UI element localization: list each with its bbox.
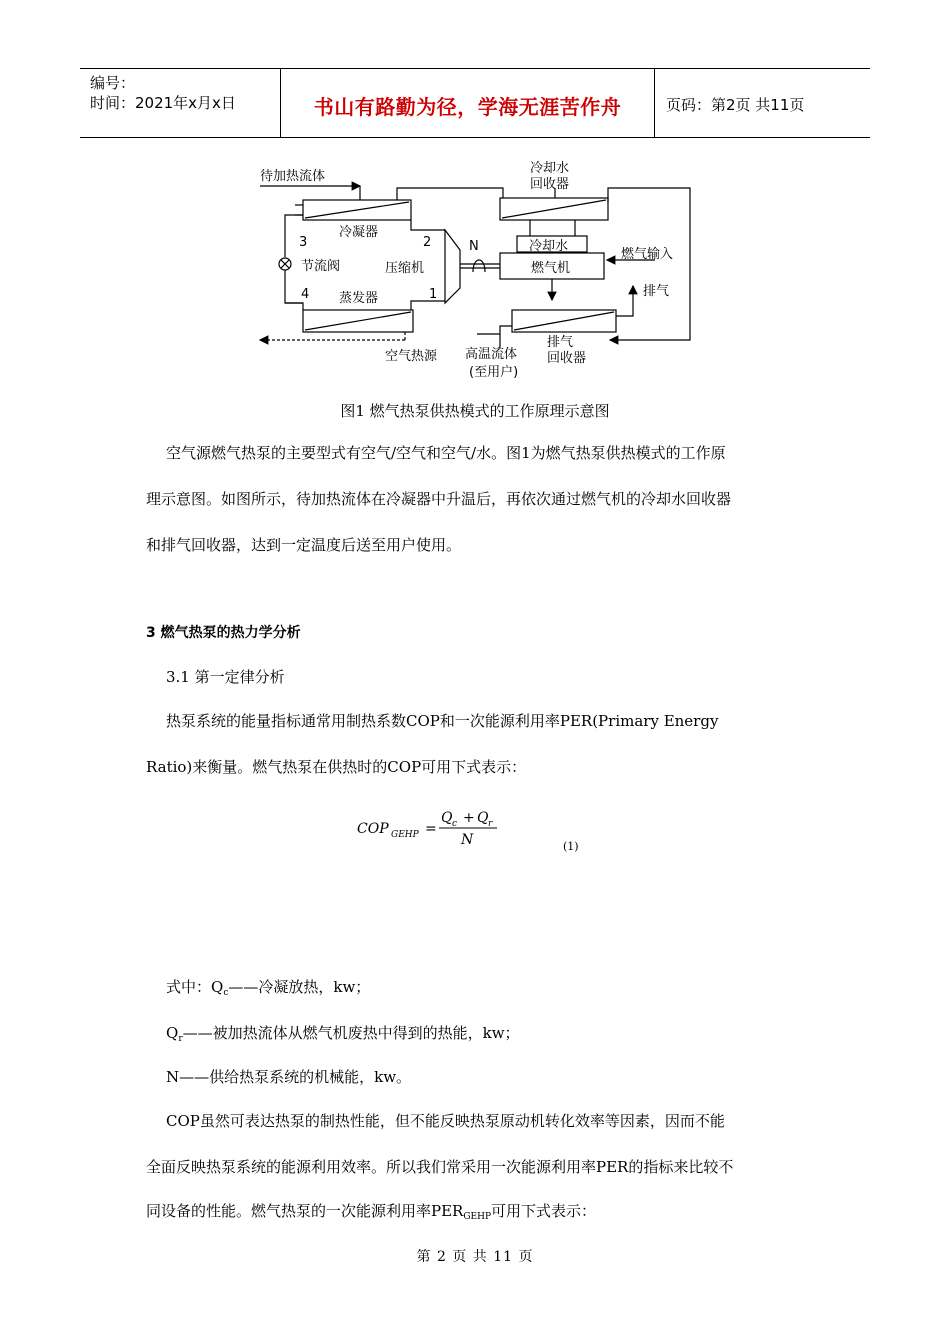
condenser-to-recovery-line bbox=[397, 188, 503, 200]
def-n: N——供给热泵系统的机械能，kw。 bbox=[166, 1068, 412, 1086]
exhaust-recovery-box bbox=[512, 310, 616, 332]
subsection-heading: 3.1 第一定律分析 bbox=[166, 668, 285, 686]
label-cooling-water: 冷却水 bbox=[529, 239, 569, 254]
label-evaporator: 蒸发器 bbox=[339, 291, 379, 306]
loop-line bbox=[608, 188, 690, 340]
formula-num-b: Q bbox=[477, 810, 489, 826]
figure-caption: 图1 燃气热泵供热模式的工作原理示意图 bbox=[340, 402, 610, 420]
label-exhaust: 排气 bbox=[643, 284, 670, 299]
label-condenser: 冷凝器 bbox=[339, 225, 379, 240]
para1-line1: 空气源燃气热泵的主要型式有空气/空气和空气/水。图1为燃气热泵供热模式的工作原 bbox=[166, 444, 726, 462]
def-qr: $Q_r——$被加热流体从燃气机废热中得到的热能，kw； bbox=[166, 1024, 520, 1044]
evaporator-box bbox=[303, 310, 413, 332]
exhaust-line bbox=[616, 308, 633, 316]
page-header bbox=[80, 68, 870, 138]
header-meta bbox=[90, 73, 236, 113]
formula-denominator: N bbox=[461, 832, 474, 848]
evap-in bbox=[285, 303, 303, 310]
para3-line2: 全面反映热泵系统的能源利用效率。所以我们常采用一次能源利用率PER的指标来比较不 bbox=[146, 1158, 734, 1176]
hot-fluid-line bbox=[500, 326, 512, 348]
formula-num-a-sub: c bbox=[452, 819, 458, 829]
formula-lhs-sub: GEHP bbox=[391, 830, 419, 840]
compressor-to-condenser bbox=[411, 220, 445, 230]
section-heading: 3 燃气热泵的热力学分析 bbox=[146, 625, 301, 641]
cooling-water-recovery-box bbox=[500, 198, 608, 220]
para3-line3: 同设备的性能。燃气热泵的一次能源利用率$PER_{GEHP}$可用下式表示： bbox=[146, 1202, 597, 1222]
label-exhaust-recovery-1: 排气 bbox=[547, 335, 574, 350]
def-qc: 式中：$Q_c——$冷凝放热，kw； bbox=[166, 978, 371, 998]
label-air-source: 空气热源 bbox=[385, 349, 438, 364]
condenser-box bbox=[295, 200, 411, 220]
header-page-info: 页码：第2页 共11页 bbox=[666, 96, 805, 114]
label-point-3: 3 bbox=[299, 235, 308, 250]
label-point-2: 2 bbox=[423, 235, 432, 250]
page-footer: 第 2 页 共 11 页 bbox=[416, 1249, 534, 1265]
label-point-4: 4 bbox=[301, 287, 310, 302]
label-gas-engine: 燃气机 bbox=[531, 261, 571, 276]
para2-line2: Ratio)来衡量。燃气热泵在供热时的COP可用下式表示： bbox=[146, 758, 527, 776]
formula-lhs: COP bbox=[357, 821, 389, 837]
cop-formula bbox=[355, 806, 615, 856]
para1-line3: 和排气回收器，达到一定温度后送至用户使用。 bbox=[146, 536, 462, 554]
svg-text:=: = bbox=[425, 821, 437, 837]
para1-line2: 理示意图。如图所示，待加热流体在冷凝器中升温后，再依次通过燃气机的冷却水回收器 bbox=[146, 490, 732, 508]
evap-out bbox=[411, 301, 445, 310]
compressor-symbol bbox=[445, 230, 460, 303]
label-point-1: 1 bbox=[429, 287, 438, 302]
heat-pump-schematic bbox=[255, 158, 695, 388]
label-point-N: N bbox=[469, 239, 479, 254]
label-fluid-in: 待加热流体 bbox=[260, 169, 326, 184]
para2-line1: 热泵系统的能量指标通常用制热系数COP和一次能源利用率PER(Primary Energy bbox=[166, 712, 719, 730]
formula-number: (1) bbox=[563, 840, 579, 853]
formula-num-b-sub: r bbox=[488, 819, 493, 829]
coupling-symbol bbox=[473, 260, 485, 272]
label-hot-fluid-1: 高温流体 bbox=[465, 347, 518, 362]
formula-num-a: Q bbox=[441, 810, 453, 826]
header-motto: 书山有路勤为径，学海无涯苦作舟 bbox=[313, 95, 622, 119]
label-gas-input: 燃气输入 bbox=[621, 247, 674, 262]
label-exhaust-recovery-2: 回收器 bbox=[547, 351, 587, 366]
label-compressor: 压缩机 bbox=[385, 261, 425, 276]
label-cooling-recovery-1: 冷却水 bbox=[530, 161, 570, 176]
para3-line1: COP虽然可表达热泵的制热性能，但不能反映热泵原动机转化效率等因素，因而不能 bbox=[166, 1112, 725, 1130]
label-cooling-recovery-2: 回收器 bbox=[530, 177, 570, 192]
header-number-label: 编号： bbox=[90, 74, 136, 92]
label-throttle: 节流阀 bbox=[301, 259, 341, 274]
formula-plus: + bbox=[463, 810, 475, 826]
header-divider bbox=[654, 69, 655, 137]
header-time-label: 时间：2021年x月x日 bbox=[90, 94, 236, 112]
label-hot-fluid-2: (至用户) bbox=[469, 365, 519, 380]
